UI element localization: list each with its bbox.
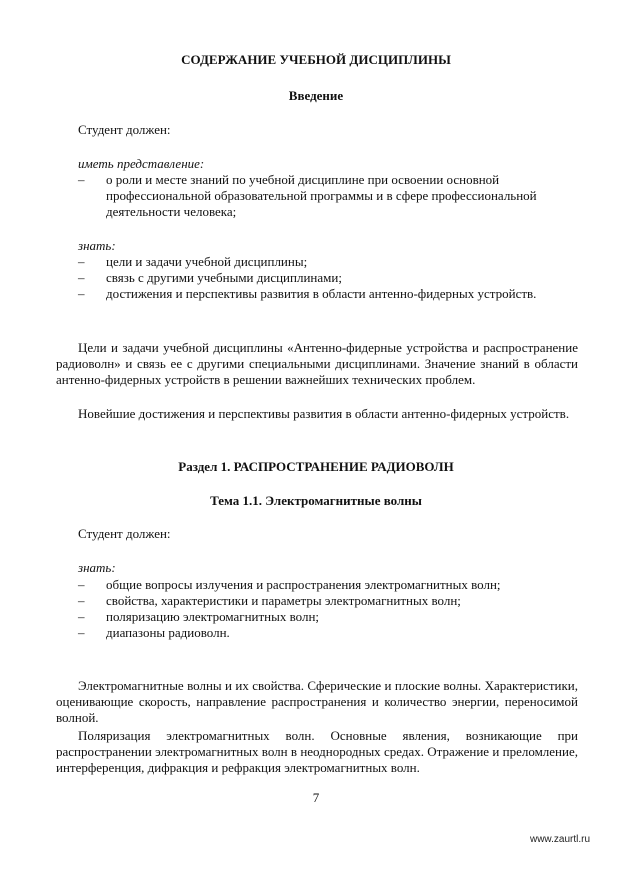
- list-item-text: поляризацию электромагнитных волн;: [106, 609, 320, 624]
- intro-know-label: знать:: [78, 238, 116, 253]
- section-paragraph-2: Поляризация электромагнитных волн. Основные явления, возникающие при распространении электромагнитных волн в неоднородных средах. Отражение и преломление, интерференция, дифракция и рефракция электромагнитных волн.: [56, 728, 578, 775]
- list-item-text: свойства, характеристики и параметры электромагнитных волн;: [106, 593, 461, 608]
- list-item: [78, 270, 578, 286]
- list-marker: –: [78, 270, 85, 285]
- list-item-text: цели и задачи учебной дисциплины;: [106, 254, 308, 269]
- list-item-text: общие вопросы излучения и распространения электромагнитных волн;: [106, 577, 501, 592]
- list-marker: –: [78, 254, 85, 269]
- list-item: [78, 577, 578, 593]
- website-watermark: www.zaurtl.ru: [529, 834, 590, 845]
- list-item: [78, 286, 578, 302]
- section-title: Раздел 1. РАСПРОСТРАНЕНИЕ РАДИОВОЛН: [178, 459, 454, 474]
- list-marker: –: [78, 609, 85, 624]
- intro-have-idea-list: [78, 172, 578, 220]
- list-item-text: достижения и перспективы развития в области антенно-фидерных устройств.: [106, 286, 537, 301]
- list-item-text: о роли и месте знаний по учебной дисциплине при освоении основной профессиональной образовательной программы и в сфере профессиональной деятельности человека;: [106, 172, 537, 219]
- intro-student-must: Студент должен:: [78, 122, 171, 137]
- document-heading: СОДЕРЖАНИЕ УЧЕБНОЙ ДИСЦИПЛИНЫ: [181, 52, 451, 67]
- list-item: [78, 593, 578, 609]
- page-number: 7: [312, 790, 320, 805]
- list-item: [78, 609, 578, 625]
- intro-know-list: [78, 254, 578, 302]
- list-marker: –: [78, 577, 85, 592]
- list-item: [78, 625, 578, 641]
- list-marker: –: [78, 172, 85, 187]
- section-know-list: [78, 577, 578, 641]
- list-item: [78, 172, 578, 220]
- intro-title: Введение: [288, 88, 344, 103]
- topic-title: Тема 1.1. Электромагнитные волны: [210, 493, 422, 508]
- section-know-label: знать:: [78, 560, 116, 575]
- intro-have-idea-label: иметь представление:: [78, 156, 205, 171]
- section-paragraph-1: Электромагнитные волны и их свойства. Сферические и плоские волны. Характеристики, оценивающие скорость, направление распространения и количество энергии, переносимой волной.: [56, 678, 578, 725]
- list-item-text: связь с другими учебными дисциплинами;: [106, 270, 342, 285]
- intro-paragraph-1: Цели и задачи учебной дисциплины «Антенно-фидерные устройства и распространение радиоволн» и связь ее с другими специальными дисциплинами. Значение знаний в области антенно-фидерных устройств в решении важнейших технических проблем.: [56, 340, 578, 387]
- list-marker: –: [78, 625, 85, 640]
- section-student-must: Студент должен:: [78, 526, 171, 541]
- list-item-text: диапазоны радиоволн.: [106, 625, 230, 640]
- list-item: [78, 254, 578, 270]
- list-marker: –: [78, 593, 85, 608]
- intro-paragraph-2: Новейшие достижения и перспективы развития в области антенно-фидерных устройств.: [78, 406, 570, 421]
- list-marker: –: [78, 286, 85, 301]
